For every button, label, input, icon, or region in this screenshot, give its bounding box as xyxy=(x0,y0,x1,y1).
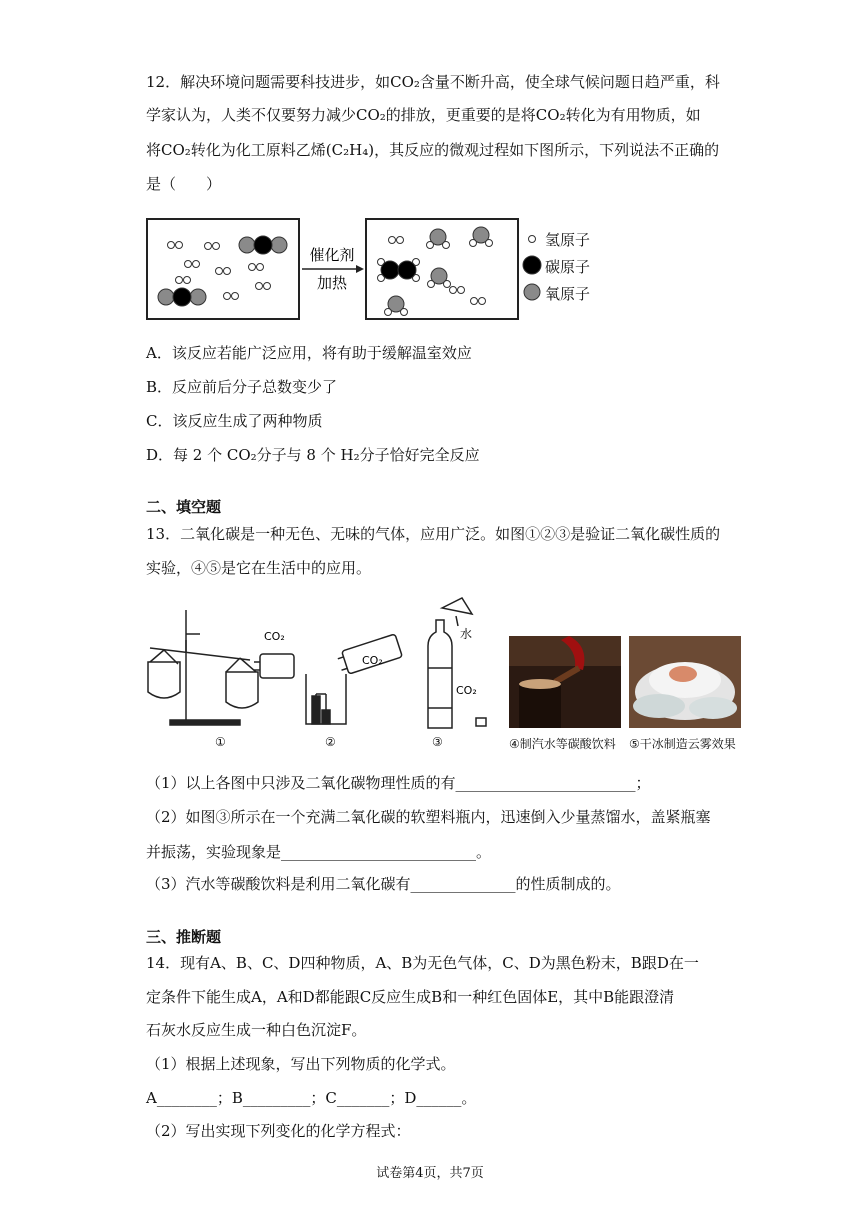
q13-sub-1: （1）以上各图中只涉及二氧化碳物理性质的有________________________； xyxy=(146,774,651,792)
q14-line-3: 石灰水反应生成一种白色沉淀F。 xyxy=(146,1021,367,1039)
q13-sub-2: （2）如图③所示在一个充满二氧化碳的软塑料瓶内，迅速倒入少量蒸馏水，盖紧瓶塞 xyxy=(146,808,711,826)
q13-sub-3: 并振荡，实验现象是__________________________。 xyxy=(146,843,492,861)
q12-line-3: 将CO₂转化为化工原料乙烯(C₂H₄)，其反应的微观过程如下图所示，下列说法不正确的 xyxy=(146,141,720,159)
legend-carbon: 碳原子 xyxy=(545,258,591,276)
section-2-title: 二、填空题 xyxy=(146,498,222,516)
legend-oxygen: 氧原子 xyxy=(545,285,591,303)
q12-option-d: D．每 2 个 CO₂分子与 8 个 H₂分子恰好完全反应 xyxy=(146,446,480,464)
q13-sub-4: （3）汽水等碳酸饮料是利用二氧化碳有______________的性质制成的。 xyxy=(146,875,621,893)
fig2-co2-label: CO₂ xyxy=(362,654,383,667)
fig2-caption: ② xyxy=(325,735,336,749)
fig1-co2-label: CO₂ xyxy=(264,630,285,643)
fig3-caption: ③ xyxy=(432,735,443,749)
q14-line-6: （2）写出实现下列变化的化学方程式： xyxy=(146,1122,411,1140)
q13-line-2: 实验，④⑤是它在生活中的应用。 xyxy=(146,559,372,577)
fig5-caption: ⑤干冰制造云雾效果 xyxy=(629,737,736,751)
arrow-bottom-label: 加热 xyxy=(316,274,348,292)
q12-line-1: 12．解决环境问题需要科技进步，如CO₂含量不断升高，使全球气候问题日趋严重，科 xyxy=(146,73,720,91)
q14-line-2: 定条件下能生成A，A和D都能跟C反应生成B和一种红色固体E，其中B能跟澄清 xyxy=(146,988,675,1006)
q12-line-2: 学家认为，人类不仅要努力减少CO₂的排放，更重要的是将CO₂转化为有用物质，如 xyxy=(146,106,701,124)
legend-hydrogen: 氢原子 xyxy=(545,231,591,249)
arrow-top-label: 催化剂 xyxy=(309,246,355,264)
dry-ice-fog-photo xyxy=(629,636,741,728)
q14-line-1: 14．现有A、B、C、D四种物质，A、B为无色气体，C、D为黑色粉末，B跟D在一 xyxy=(146,954,699,972)
q12-line-4: 是（ ） xyxy=(146,175,222,193)
q12-option-a: A．该反应若能广泛应用，将有助于缓解温室效应 xyxy=(146,344,472,362)
fig3-water-label: 水 xyxy=(460,627,473,641)
q12-option-b: B．反应前后分子总数变少了 xyxy=(146,378,338,396)
q12-option-c: C．该反应生成了两种物质 xyxy=(146,412,323,430)
q14-line-4: （1）根据上述现象，写出下列物质的化学式。 xyxy=(146,1055,456,1073)
q14-line-5: A________；B_________；C_______；D______。 xyxy=(146,1089,477,1107)
fig3-co2-label: CO₂ xyxy=(456,684,477,697)
page-footer: 试卷第4页，共7页 xyxy=(376,1166,484,1181)
q13-line-1: 13．二氧化碳是一种无色、无味的气体，应用广泛。如图①②③是验证二氧化碳性质的 xyxy=(146,525,721,543)
soda-pour-photo xyxy=(509,636,621,728)
experiment-figures xyxy=(140,592,500,758)
fig4-caption: ④制汽水等碳酸饮料 xyxy=(509,737,616,751)
fig1-caption: ① xyxy=(215,735,226,749)
section-3-title: 三、推断题 xyxy=(146,928,222,946)
